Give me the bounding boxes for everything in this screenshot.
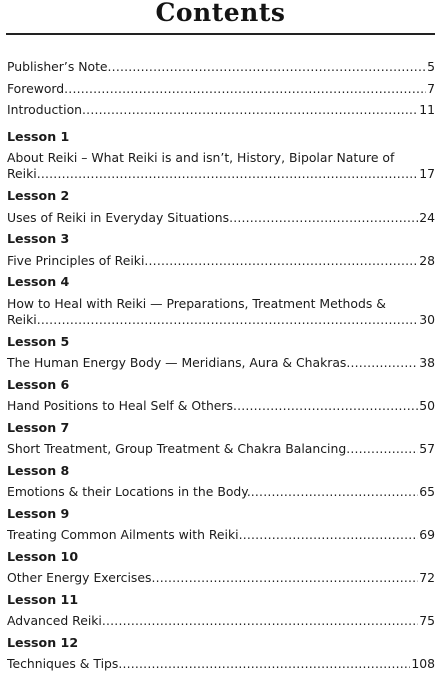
toc-entry-page: 28 <box>419 252 435 268</box>
page-title: Contents <box>155 0 286 27</box>
toc-entry-page: 75 <box>419 613 435 628</box>
toc-entry-title: Foreword <box>7 80 65 96</box>
toc-entry-title: How to Heal with Reiki — Preparations, Treatment Methods & <box>7 295 386 311</box>
toc-entry-page: 69 <box>419 527 435 542</box>
leader-dots <box>37 163 418 185</box>
toc-entry-page: 7 <box>427 80 435 96</box>
toc-entry-title-cont: Reiki <box>7 166 37 181</box>
toc-entry-page: 72 <box>419 570 435 585</box>
toc-entry-title: Techniques & Tips <box>7 656 119 671</box>
toc-entry-title: About Reiki – What Reiki is and isn’t, History, Bipolar Nature of <box>7 150 395 165</box>
toc-entry-publishers-note[interactable] <box>7 56 435 78</box>
toc-entry-page: 30 <box>419 311 435 327</box>
toc-entry-page: 108 <box>411 656 435 671</box>
leader-dots <box>144 250 418 272</box>
toc-entry-title: The Human Energy Body — Meridians, Aura & Chakras <box>7 355 347 370</box>
toc-entry-title-cont: Reiki <box>7 311 37 327</box>
lesson-heading-1: Lesson 1 <box>7 128 70 144</box>
toc-entry-lesson-4[interactable] <box>7 293 435 331</box>
lesson-heading-9: Lesson 9 <box>7 505 70 521</box>
toc-entry-title: Emotions & their Locations in the Body. <box>7 484 251 499</box>
toc-entry-page: 5 <box>427 59 435 74</box>
toc-entry-lesson-9[interactable] <box>7 524 435 546</box>
toc-entry-lesson-2[interactable] <box>7 207 435 229</box>
leader-dots <box>64 78 426 100</box>
toc-entry-lesson-12[interactable] <box>7 653 435 675</box>
leader-dots <box>102 610 418 632</box>
leader-dots <box>346 438 418 460</box>
toc-entry-title: Publisher’s Note <box>7 59 108 74</box>
toc-entry-title: Introduction <box>7 102 83 117</box>
toc-entry-page: 38 <box>419 355 435 370</box>
lesson-heading-5: Lesson 5 <box>7 333 70 349</box>
toc-entry-title: Uses of Reiki in Everyday Situations <box>7 209 230 225</box>
toc-entry-title: Advanced Reiki <box>7 613 102 628</box>
toc-entry-lesson-5[interactable] <box>7 352 435 374</box>
toc-entry-foreword[interactable] <box>7 78 435 100</box>
toc-entry-page: 11 <box>419 102 435 117</box>
lesson-heading-6: Lesson 6 <box>7 376 70 392</box>
leader-dots <box>251 481 418 503</box>
toc-entry-lesson-6[interactable] <box>7 395 435 417</box>
toc-entry-title: Other Energy Exercises <box>7 570 152 585</box>
toc-entry-title: Treating Common Ailments with Reiki <box>7 527 239 542</box>
toc-entry-lesson-7[interactable] <box>7 438 435 460</box>
leader-dots <box>239 524 419 546</box>
leader-dots <box>118 653 410 675</box>
toc-entry-lesson-1[interactable] <box>7 147 435 185</box>
toc-entry-lesson-11[interactable] <box>7 610 435 632</box>
toc-entry-page: 24 <box>419 209 435 225</box>
lesson-heading-2: Lesson 2 <box>7 188 70 203</box>
leader-dots <box>151 567 418 589</box>
title-divider <box>6 33 435 35</box>
leader-dots <box>37 309 418 331</box>
toc-entry-page: 17 <box>419 166 435 181</box>
toc-entry-introduction[interactable] <box>7 99 435 121</box>
lesson-heading-11: Lesson 11 <box>7 591 79 607</box>
toc-entry-title: Five Principles of Reiki <box>7 252 145 268</box>
table-of-contents <box>7 56 435 675</box>
lesson-heading-7: Lesson 7 <box>7 419 70 435</box>
toc-entry-lesson-3[interactable] <box>7 250 435 272</box>
toc-entry-page: 57 <box>419 441 435 456</box>
lesson-heading-10: Lesson 10 <box>7 548 79 564</box>
toc-entry-title: Short Treatment, Group Treatment & Chakra Balancing <box>7 441 347 456</box>
lesson-heading-8: Lesson 8 <box>7 462 70 478</box>
lesson-heading-4: Lesson 4 <box>7 274 70 289</box>
toc-entry-lesson-10[interactable] <box>7 567 435 589</box>
lesson-heading-3: Lesson 3 <box>7 231 70 246</box>
toc-entry-page: 65 <box>419 484 435 499</box>
lesson-heading-12: Lesson 12 <box>7 634 79 650</box>
toc-entry-lesson-8[interactable] <box>7 481 435 503</box>
leader-dots <box>82 99 418 121</box>
leader-dots <box>233 395 418 417</box>
leader-dots <box>229 207 418 229</box>
leader-dots <box>346 352 418 374</box>
toc-entry-title: Hand Positions to Heal Self & Others <box>7 398 233 413</box>
leader-dots <box>108 56 427 78</box>
toc-entry-page: 50 <box>419 398 435 413</box>
